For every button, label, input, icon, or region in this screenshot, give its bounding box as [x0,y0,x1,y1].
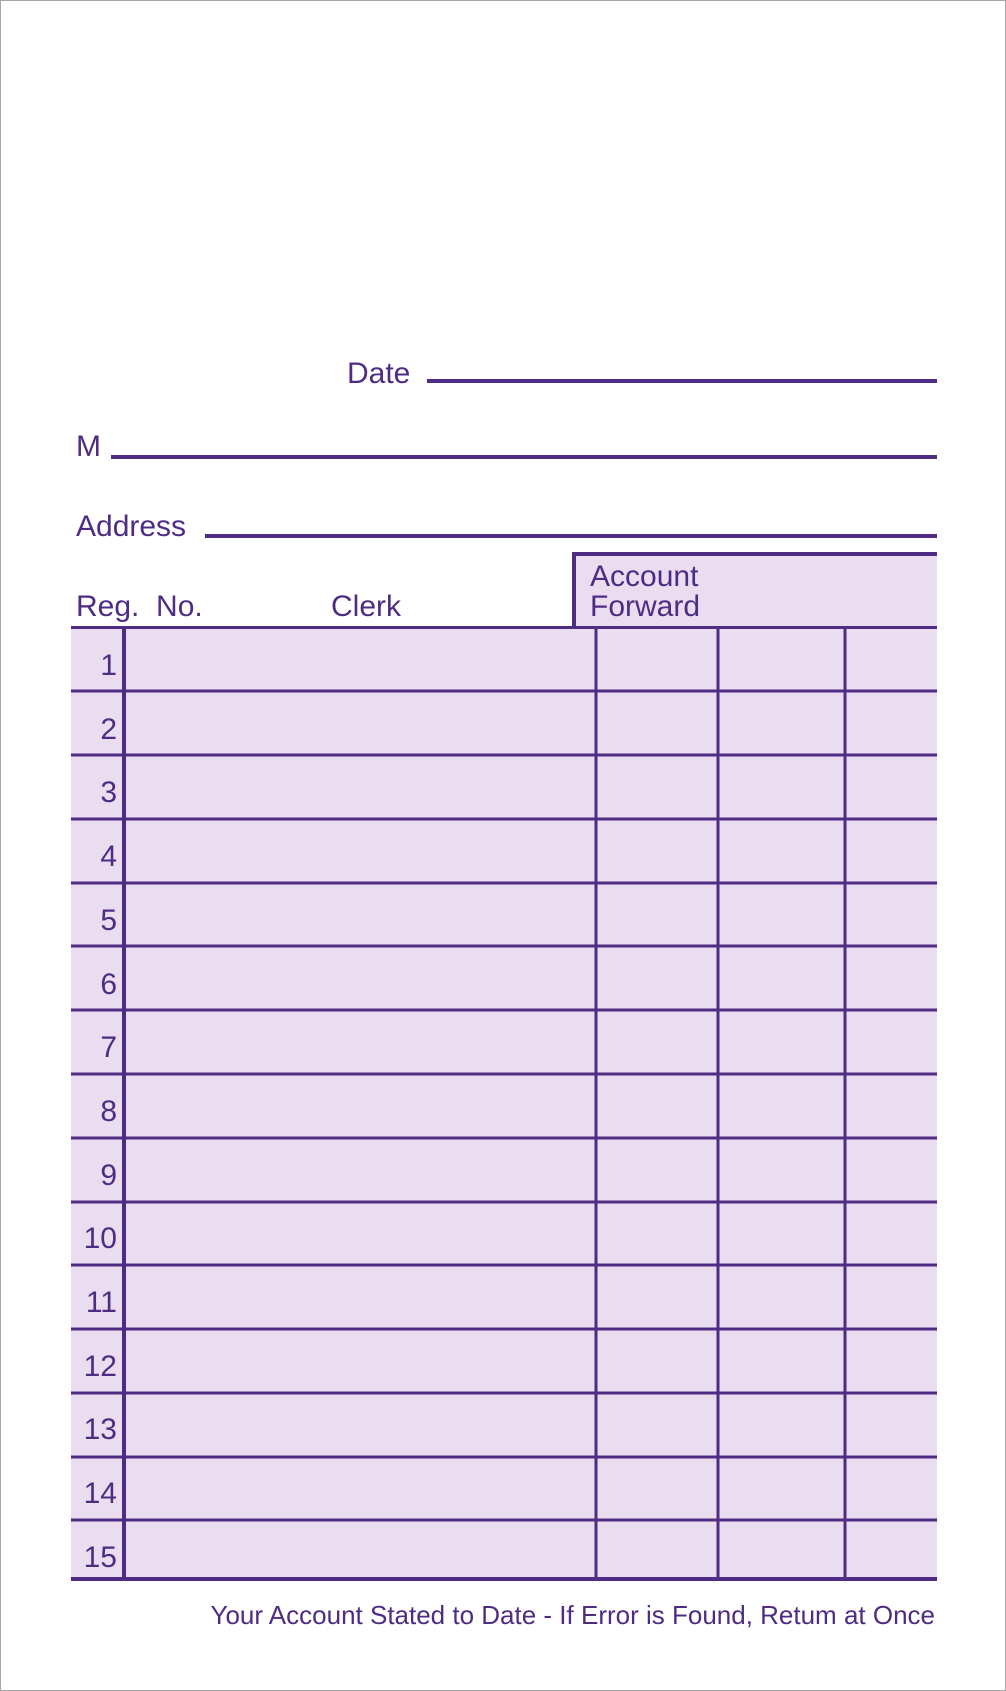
table-grid-lines [71,626,937,1581]
row-number: 4 [100,840,117,873]
row-number: 11 [85,1286,117,1319]
reg-no-label: Reg. No. [76,590,203,623]
row-number: 13 [83,1413,117,1446]
row-number: 10 [83,1222,117,1255]
row-number: 6 [100,968,117,1001]
row-number: 9 [100,1159,117,1192]
address-field-line[interactable] [205,534,937,538]
clerk-label: Clerk [331,590,402,623]
m-label: M [76,430,101,463]
date-label: Date [347,357,411,390]
row-number: 1 [100,649,117,682]
account-forward-box[interactable] [572,552,937,626]
row-number: 15 [83,1541,117,1574]
address-label: Address [76,510,187,543]
account-forward-label [590,562,700,622]
row-number: 12 [83,1350,117,1383]
row-number: 7 [100,1031,117,1064]
account-forward-line-2: Forward [590,590,701,623]
row-number: 8 [100,1095,117,1128]
row-number: 14 [83,1477,117,1510]
date-field-line[interactable] [427,379,937,383]
footer-notice: Your Account Stated to Date - If Error is Found, Retum at Once [210,1600,935,1630]
row-number: 5 [100,904,117,937]
m-field-line[interactable] [111,455,937,459]
entries-table [71,626,937,1581]
row-number: 3 [100,776,117,809]
account-forward-line-1: Account [590,560,699,593]
row-number: 2 [100,713,117,746]
